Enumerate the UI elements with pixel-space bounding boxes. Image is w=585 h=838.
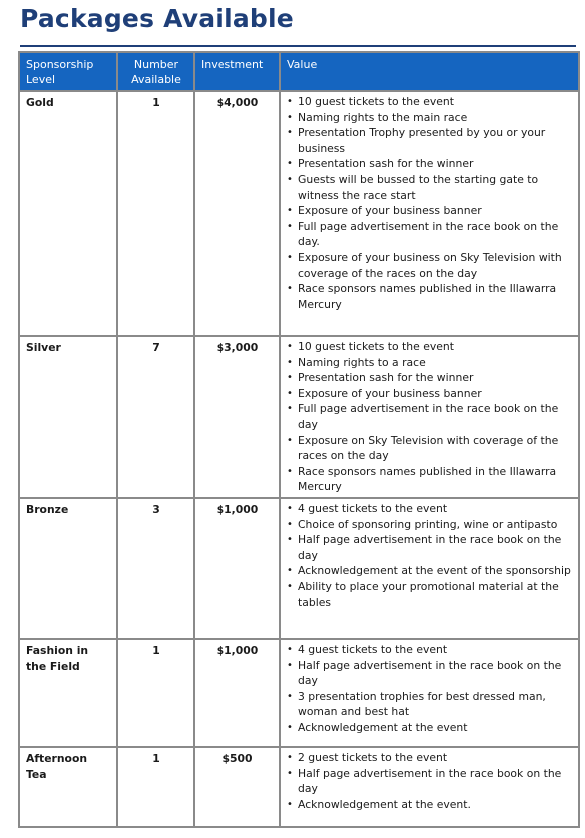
value-cell xyxy=(280,498,579,639)
list-item: • Acknowledgement at the event. xyxy=(285,797,574,813)
list-item: • Half page advertisement in the race book on the day xyxy=(285,532,574,563)
list-item: • Full page advertisement in the race book on the day xyxy=(285,401,574,432)
value-list xyxy=(285,94,574,312)
sponsorship-level-cell: Bronze xyxy=(19,498,117,639)
list-item: • Race sponsors names published in the Illawarra Mercury xyxy=(285,281,574,312)
investment-cell: $500 xyxy=(194,747,280,827)
list-item: • Exposure on Sky Television with coverage of the races on the day xyxy=(285,433,574,464)
list-item: • Race sponsors names published in the Illawarra Mercury xyxy=(285,464,574,495)
list-item: • Naming rights to the main race xyxy=(285,110,574,126)
table-row xyxy=(19,498,579,639)
title-underline xyxy=(20,45,576,47)
list-item: • Choice of sponsoring printing, wine or antipasto xyxy=(285,517,574,533)
list-item: • Guests will be bussed to the starting gate to witness the race start xyxy=(285,172,574,203)
value-cell xyxy=(280,639,579,747)
list-item: • 10 guest tickets to the event xyxy=(285,339,574,355)
page-title: Packages Available xyxy=(20,4,294,33)
sponsorship-level-cell: Afternoon Tea xyxy=(19,747,117,827)
value-list xyxy=(285,750,574,812)
header-sponsorship-level: Sponsorship Level xyxy=(19,52,117,91)
header-number-available: Number Available xyxy=(117,52,194,91)
list-item: • Ability to place your promotional material at the tables xyxy=(285,579,574,610)
value-cell xyxy=(280,336,579,498)
list-item: • Exposure of your business banner xyxy=(285,203,574,219)
investment-cell: $1,000 xyxy=(194,498,280,639)
list-item: • Presentation sash for the winner xyxy=(285,156,574,172)
number-available-cell: 1 xyxy=(117,91,194,336)
value-list xyxy=(285,501,574,610)
investment-cell: $1,000 xyxy=(194,639,280,747)
table-row xyxy=(19,639,579,747)
header-investment: Investment xyxy=(194,52,280,91)
list-item: • 2 guest tickets to the event xyxy=(285,750,574,766)
sponsorship-level-cell: Gold xyxy=(19,91,117,336)
investment-cell: $4,000 xyxy=(194,91,280,336)
value-list xyxy=(285,339,574,495)
list-item: • 10 guest tickets to the event xyxy=(285,94,574,110)
list-item: • 3 presentation trophies for best dressed man, woman and best hat xyxy=(285,689,574,720)
number-available-cell: 3 xyxy=(117,498,194,639)
list-item: • 4 guest tickets to the event xyxy=(285,501,574,517)
number-available-cell: 1 xyxy=(117,747,194,827)
number-available-cell: 7 xyxy=(117,336,194,498)
table-row xyxy=(19,747,579,827)
list-item: • Acknowledgement at the event xyxy=(285,720,574,736)
table-row xyxy=(19,336,579,498)
table-header-row xyxy=(19,52,579,91)
list-item: • Half page advertisement in the race book on the day xyxy=(285,766,574,797)
number-available-cell: 1 xyxy=(117,639,194,747)
header-value: Value xyxy=(280,52,579,91)
list-item: • 4 guest tickets to the event xyxy=(285,642,574,658)
list-item: • Presentation Trophy presented by you or your business xyxy=(285,125,574,156)
list-item: • Exposure of your business on Sky Television with coverage of the races on the day xyxy=(285,250,574,281)
sponsorship-level-cell: Silver xyxy=(19,336,117,498)
list-item: • Half page advertisement in the race book on the day xyxy=(285,658,574,689)
value-cell xyxy=(280,747,579,827)
list-item: • Presentation sash for the winner xyxy=(285,370,574,386)
sponsorship-level-cell: Fashion in the Field xyxy=(19,639,117,747)
list-item: • Acknowledgement at the event of the sponsorship xyxy=(285,563,574,579)
value-cell xyxy=(280,91,579,336)
table-row xyxy=(19,91,579,336)
investment-cell: $3,000 xyxy=(194,336,280,498)
packages-table xyxy=(18,51,580,828)
value-list xyxy=(285,642,574,736)
list-item: • Exposure of your business banner xyxy=(285,386,574,402)
list-item: • Full page advertisement in the race book on the day. xyxy=(285,219,574,250)
list-item: • Naming rights to a race xyxy=(285,355,574,371)
